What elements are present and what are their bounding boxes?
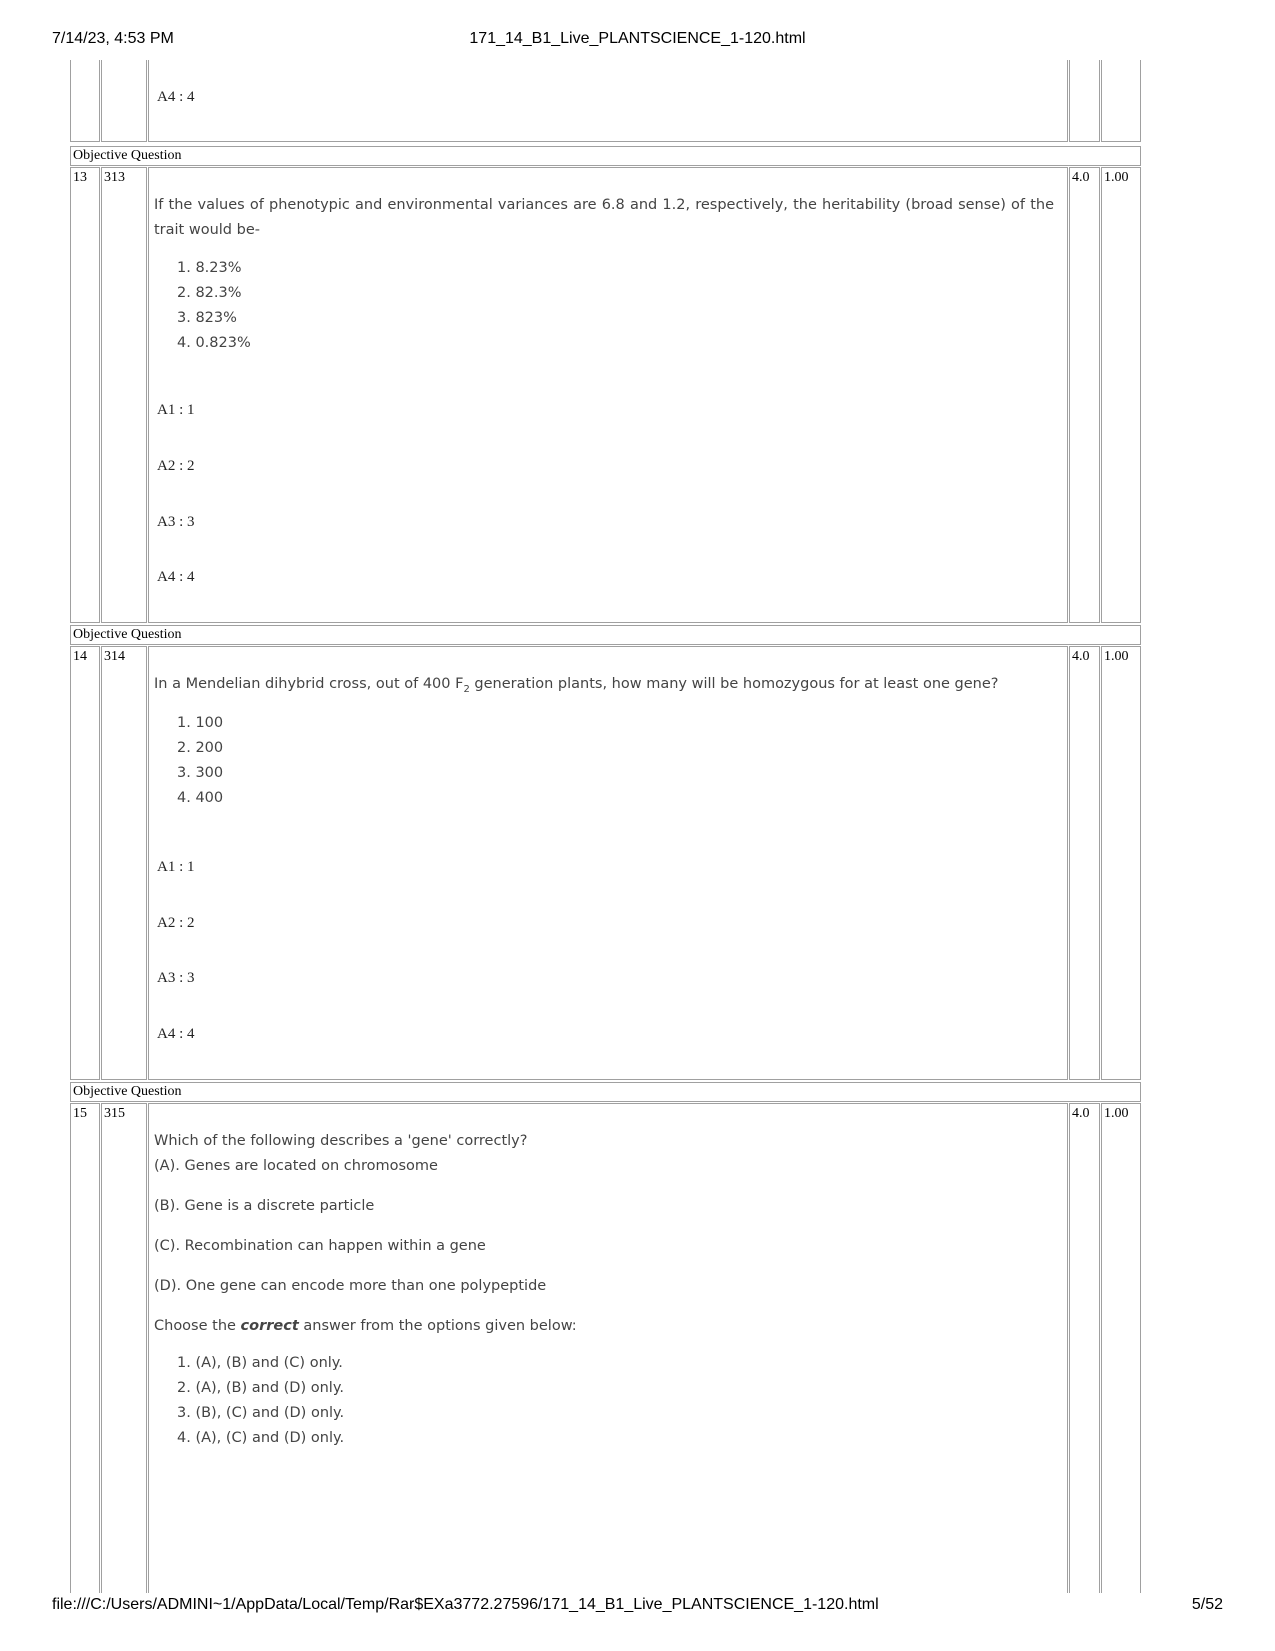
q13-sno: 13 <box>73 170 87 185</box>
q14-text-post: generation plants, how many will be homozygous for at least one gene? <box>469 676 999 692</box>
q14-option-4: 4. 400 <box>177 790 224 806</box>
q15-options <box>177 1351 344 1451</box>
prev-sno-cell <box>70 60 100 142</box>
prev-qid-cell <box>101 60 147 142</box>
q15-line-1: Which of the following describes a 'gene' correctly? <box>154 1133 528 1149</box>
q14-text-pre: In a Mendelian dihybrid cross, out of 400 F <box>154 676 464 692</box>
q15-negative: 1.00 <box>1104 1106 1129 1121</box>
q14-sno-cell <box>70 646 100 1080</box>
q14-text <box>154 672 1054 702</box>
q15-choose-post: answer from the options given below: <box>298 1318 577 1334</box>
section-label: Objective Question <box>73 148 182 163</box>
q13-negative: 1.00 <box>1104 170 1129 185</box>
q13-option-3: 3. 823% <box>177 310 237 326</box>
q14-options <box>177 711 223 811</box>
q15-choose-bold: correct <box>240 1318 299 1334</box>
q15-sno: 15 <box>73 1106 87 1121</box>
prev-marks-cell <box>1069 60 1100 142</box>
q15-line-5: (D). One gene can encode more than one polypeptide <box>154 1278 547 1294</box>
print-footer <box>0 1596 1275 1618</box>
q13-answer-a3: A3 : 3 <box>157 514 195 530</box>
q14-answer-a1: A1 : 1 <box>157 859 195 875</box>
q14-option-1: 1. 100 <box>177 715 224 731</box>
q13-marks-cell <box>1069 167 1100 623</box>
q13-marks: 4.0 <box>1072 170 1090 185</box>
q15-option-1: 1. (A), (B) and (C) only. <box>177 1355 343 1371</box>
q14-text-sub: 2 <box>463 683 470 695</box>
print-title: 171_14_B1_Live_PLANTSCIENCE_1-120.html <box>469 30 806 47</box>
q13-answer-a1: A1 : 1 <box>157 402 195 418</box>
q15-line-4: (C). Recombination can happen within a gene <box>154 1238 486 1254</box>
print-header <box>0 30 1275 52</box>
section-label-row <box>70 625 1141 645</box>
q14-qid-cell <box>101 646 147 1080</box>
q13-answer-a2: A2 : 2 <box>157 458 195 474</box>
q15-marks: 4.0 <box>1072 1106 1090 1121</box>
prev-answer-a4: A4 : 4 <box>157 89 195 105</box>
q13-answer-a4: A4 : 4 <box>157 569 195 585</box>
q13-option-4: 4. 0.823% <box>177 335 251 351</box>
q13-option-1: 1. 8.23% <box>177 260 242 276</box>
q13-option-2: 2. 82.3% <box>177 285 242 301</box>
q14-option-3: 3. 300 <box>177 765 224 781</box>
q15-negative-cell <box>1101 1103 1141 1593</box>
q14-qid: 314 <box>104 649 125 664</box>
section-label: Objective Question <box>73 1084 182 1099</box>
q15-marks-cell <box>1069 1103 1100 1593</box>
prev-neg-cell <box>1101 60 1141 142</box>
q14-body-cell <box>148 646 1068 1080</box>
print-datetime: 7/14/23, 4:53 PM <box>52 30 174 47</box>
q14-option-2: 2. 200 <box>177 740 224 756</box>
q14-sno: 14 <box>73 649 87 664</box>
q13-qid: 313 <box>104 170 125 185</box>
prev-body-cell <box>148 60 1068 142</box>
q14-marks-cell <box>1069 646 1100 1080</box>
q14-negative-cell <box>1101 646 1141 1080</box>
print-url: file:///C:/Users/ADMINI~1/AppData/Local/Temp/Rar$EXa3772.27596/171_14_B1_Live_PLANTSCIENCE_1-120.html <box>52 1596 879 1613</box>
q15-option-4: 4. (A), (C) and (D) only. <box>177 1430 345 1446</box>
q15-option-2: 2. (A), (B) and (D) only. <box>177 1380 344 1396</box>
q15-choose-line <box>154 1314 1054 1339</box>
q15-choose-pre: Choose the <box>154 1318 241 1334</box>
q13-options <box>177 256 251 356</box>
q15-option-3: 3. (B), (C) and (D) only. <box>177 1405 345 1421</box>
q15-body-cell <box>148 1103 1068 1593</box>
q15-qid-cell <box>101 1103 147 1593</box>
q14-negative: 1.00 <box>1104 649 1129 664</box>
q13-text: If the values of phenotypic and environmental variances are 6.8 and 1.2, respectively, the heritability (broad sense) of the trait would be- <box>154 197 1054 238</box>
section-label-row <box>70 146 1141 166</box>
print-page-number: 5/52 <box>1191 1596 1223 1613</box>
q15-qid: 315 <box>104 1106 125 1121</box>
section-label: Objective Question <box>73 627 182 642</box>
question-table <box>70 60 1206 1593</box>
q13-negative-cell <box>1101 167 1141 623</box>
section-label-row <box>70 1082 1141 1102</box>
q13-body-cell <box>148 167 1068 623</box>
q15-line-3: (B). Gene is a discrete particle <box>154 1198 375 1214</box>
q15-text <box>154 1129 1054 1339</box>
q14-marks: 4.0 <box>1072 649 1090 664</box>
q14-answer-a2: A2 : 2 <box>157 915 195 931</box>
q13-sno-cell <box>70 167 100 623</box>
q15-sno-cell <box>70 1103 100 1593</box>
q13-qid-cell <box>101 167 147 623</box>
q14-answer-a4: A4 : 4 <box>157 1026 195 1042</box>
q15-line-2: (A). Genes are located on chromosome <box>154 1158 438 1174</box>
q14-answer-a3: A3 : 3 <box>157 970 195 986</box>
